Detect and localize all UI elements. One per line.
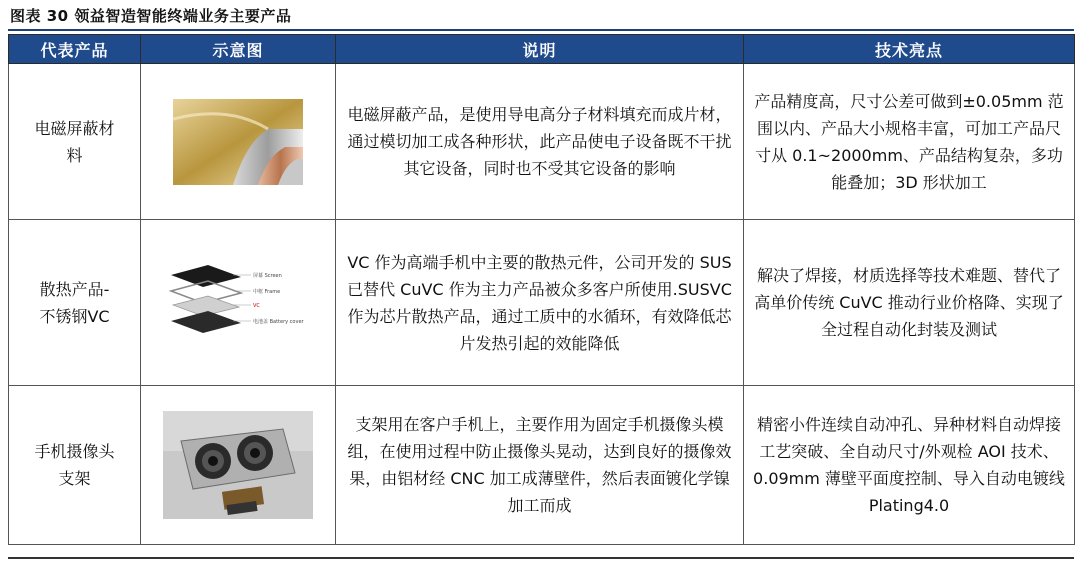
diagram-cell	[141, 220, 336, 386]
header-diagram: 示意图	[141, 35, 336, 64]
table-caption: 图表 30 领益智造智能终端业务主要产品	[10, 7, 292, 25]
header-row	[9, 35, 1075, 64]
diagram-label: 电池盖 Battery cover	[253, 318, 304, 325]
bottom-rule	[8, 557, 1074, 559]
diagram-cell	[141, 64, 336, 220]
table-row	[9, 220, 1075, 386]
description-text: 支架用在客户手机上，主要作用为固定手机摄像头模组，在使用过程中防止摄像头晃动，达到良好的摄像效果，由铝材经 CNC 加工成薄壁件，然后表面镀化学镍加工而成	[347, 415, 732, 515]
diagram-cell	[141, 386, 336, 545]
table-row	[9, 386, 1075, 545]
diagram-label: VC	[253, 302, 260, 309]
highlights-text: 解决了焊接，材质选择等技术难题、替代了高单价传统 CuVC 推动行业价格降、实现了全过程自动化封装及测试	[754, 266, 1064, 339]
header-description: 说明	[336, 35, 744, 64]
products-table	[8, 34, 1075, 545]
emi-shielding-sheets-icon	[173, 99, 303, 185]
table-row	[9, 64, 1075, 220]
product-name: 手机摄像头支架	[34, 442, 115, 488]
diagram-label: 中框 Frame	[253, 288, 281, 295]
emi-shielding-image	[173, 99, 303, 185]
header-product: 代表产品	[9, 35, 141, 64]
product-name: 散热产品-不锈钢VC	[39, 279, 110, 326]
highlights-cell	[744, 386, 1075, 545]
description-cell	[336, 64, 744, 220]
vc-exploded-diagram	[163, 263, 313, 343]
diagram-label: 屏幕 Screen	[253, 272, 282, 279]
product-name-cell	[9, 386, 141, 545]
description-cell	[336, 386, 744, 545]
camera-bracket-image	[163, 411, 313, 519]
top-rule	[8, 29, 1074, 31]
product-name-cell	[9, 64, 141, 220]
highlights-text: 产品精度高，尺寸公差可做到±0.05mm 范围以内、产品大小规格丰富，可加工产品尺寸从 0.1~2000mm、产品结构复杂，多功能叠加；3D 形状加工	[754, 91, 1064, 192]
highlights-cell	[744, 220, 1075, 386]
vc-layers-icon	[163, 263, 313, 343]
product-name-cell	[9, 220, 141, 386]
header-highlights: 技术亮点	[744, 35, 1075, 64]
highlights-text: 精密小件连续自动冲孔、异种材料自动焊接工艺突破、全自动尺寸/外观检 AOI 技术、0.09mm 薄壁平面度控制、导入自动电镀线 Plating4.0	[753, 415, 1065, 515]
product-name: 电磁屏蔽材料	[34, 118, 115, 165]
description-cell	[336, 220, 744, 386]
description-text: VC 作为高端手机中主要的散热元件，公司开发的 SUS 已替代 CuVC 作为主力产品被众多客户所使用.SUSVC 作为芯片散热产品，通过工质中的水循环，有效降低芯片发热引起的效能降低	[347, 252, 732, 353]
camera-bracket-icon	[163, 411, 313, 519]
description-text: 电磁屏蔽产品，是使用导电高分子材料填充而成片材，通过模切加工成各种形状，此产品使电子设备既不干扰其它设备，同时也不受其它设备的影响	[347, 105, 732, 178]
highlights-cell	[744, 64, 1075, 220]
